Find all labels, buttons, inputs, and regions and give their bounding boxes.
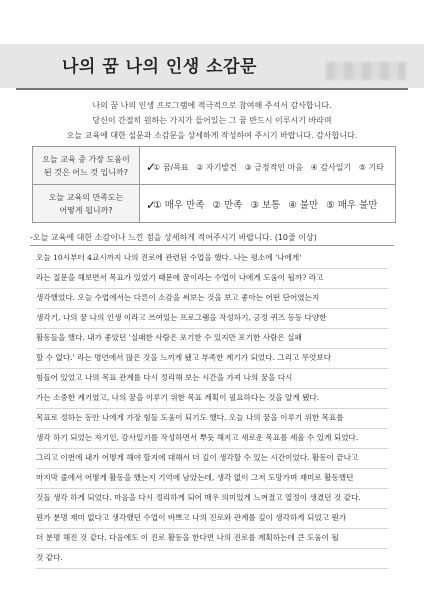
- essay-line: 생각했었다. 오늘 수업에서는 다른이 소감을 써보는 것을 보고 좋아는 어떤 단어였는지: [36, 288, 388, 309]
- option-q1-2[interactable]: ② 자기발견: [196, 162, 237, 172]
- essay-line: 것 같다.: [36, 548, 388, 569]
- essay-line: 활동들을 했다. 내가 좋았던 '실패한 사람은 포기한 수 있지만 포기한 사람은 실패: [36, 328, 388, 349]
- page-title: 나의 꿈 나의 인생 소감문: [62, 57, 257, 77]
- option-q2-3[interactable]: ③ 보통: [250, 199, 281, 211]
- essay-line: 마지막 줄에서 어떻게 활동을 했는지 기억에 남았는데, 생각 없이 그저 도망가며 재미로 활동했던: [36, 468, 388, 489]
- essay-prompt: -오늘 교육에 대한 소감이나 느낀 점을 상세하게 적어주시기 바랍니다. (10줄 이상): [30, 233, 317, 242]
- intro-line-2: 당신이 간절히 원하는 가지가 들어있는 그 꿈 반드시 이루시기 바라며: [92, 116, 332, 125]
- essay-line: 더 분명 해진 것 같다. 다음에도 이 진로 활동을 한다면 나의 진로를 계획하는데 큰 도움이 될: [36, 528, 388, 549]
- survey-options-q2: [140, 185, 396, 223]
- essay-line: 가는 소중한 계기였고, 나의 꿈을 이루기 위한 목표 계획이 필요하다는 것을 알게 됐다.: [36, 388, 388, 409]
- intro-text: [30, 98, 394, 143]
- option-q2-2[interactable]: ② 만족: [212, 199, 243, 211]
- option-q2-1[interactable]: ✓ ① 매우 만족: [146, 200, 204, 211]
- essay-line: 오늘 10시부터 4교시까지 나의 진로에 관련된 수업을 했다. 나는 평소에 '나에게': [36, 248, 388, 269]
- option-q1-3[interactable]: ③ 긍정적인 마음: [244, 162, 304, 172]
- survey-question-q1: [33, 147, 140, 185]
- question-text: 오늘 교육의 만족도는: [48, 192, 124, 202]
- essay-line: 목표로 정하는 동안 나에게 가장 힘들 도움이 되기도 했다. 오늘 나의 꿈을 이루기 위한 목표를: [36, 408, 388, 429]
- essay-line: 생각 하기 되었는 자기인, 감사일기를 작성하면서 뿌듯 해지고 새로운 목표를 세울 수 있게 되었다.: [36, 428, 388, 449]
- essay-line: 힘들어 있었고 나의 목표 관계를 다시 정리해 보는 시간을 가져 나의 꿈을 다시: [36, 368, 388, 389]
- survey-row-q2: [33, 185, 396, 223]
- essay-line: 뭔가 분명 재미 없다고 생각했던 수업이 바쁘고 나의 진로와 관계를 깊이 생각하게 되었고 뭔가: [36, 508, 388, 529]
- option-q1-1[interactable]: ✓ ① 꿈/목표: [146, 163, 189, 172]
- survey-table: [32, 146, 396, 223]
- question-text: 된 것은 어느 것 입니까?: [44, 167, 129, 177]
- redacted-logo: [326, 62, 406, 80]
- essay-line: 할 수 없다.' 라는 명언에서 많은 것을 느끼게 됐고 부족한 계기가 되었다. 그리고 무엇보다: [36, 348, 388, 369]
- survey-row-q1: [33, 147, 396, 185]
- survey-options-q1: [140, 147, 396, 185]
- intro-line-3: 오늘 교육에 대한 설문과 소감문을 상세하게 작성하여 주시기 바랍니다. 감사합니다.: [66, 131, 358, 140]
- option-q1-4[interactable]: ④ 감사일기: [310, 162, 352, 172]
- essay-line: 생각기, 나의 꿈 나의 인생 이라고 쓰여있는 프로그램을 작성하기, 긍정 퀴즈 등등 다양한: [36, 308, 388, 329]
- option-q2-4[interactable]: ④ 불만: [288, 199, 319, 211]
- option-q1-5[interactable]: ⑤ 기타: [358, 162, 384, 172]
- essay-line: 그리고 이번에 내가 어떻게 해야 할지에 대해서 더 깊이 생각할 수 있는 시간이었다. 활동이 끝나고: [36, 448, 388, 469]
- essay-area: [30, 245, 394, 580]
- header-divider: [16, 88, 408, 90]
- option-q2-5[interactable]: ⑤ 매우 불만: [326, 199, 378, 211]
- essay-line: 것들 생각 하게 되었다. 마음을 다시 정리하게 되어 매우 의미있게 느껴졌고 열정이 생겼던 것 같다.: [36, 488, 388, 509]
- question-text: 어떻게 됩니까?: [59, 205, 113, 215]
- intro-line-1: 나의 꿈 나의 인생 프로그램에 적극적으로 참여해 주셔서 감사합니다.: [92, 101, 332, 110]
- essay-line: 라는 질문을 해보면서 목표가 있었기 때문에 꿈이라는 수업이 나에게 도움이 될까? 라고: [36, 268, 388, 289]
- survey-question-q2: [33, 185, 140, 223]
- question-text: 오늘 교육 중 가장 도움이: [42, 154, 130, 164]
